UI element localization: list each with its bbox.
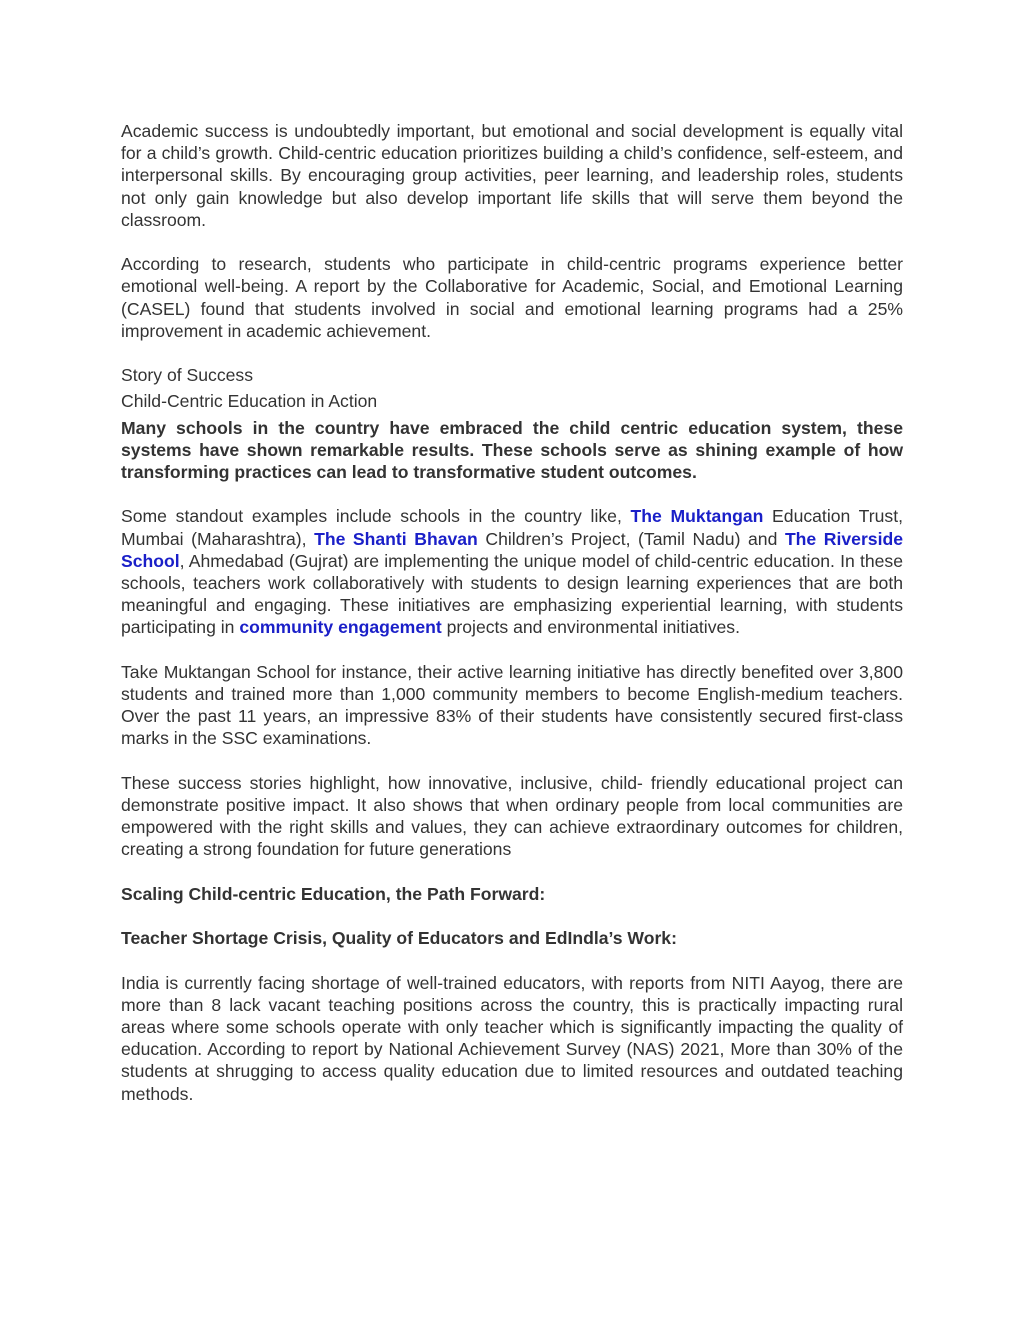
paragraph-india-shortage: India is currently facing shortage of well-trained educators, with reports from NITI Aayog, there are more than 8 lack vacant teaching positions across the country, this is practically impacting rural areas where some schools operate with only teacher which is significantly impacting the quality of education. According to report by National Achievement Survey (NAS) 2021, More than 30% of the students at shrugging to access quality education due to limited resources and outdated teaching methods. xyxy=(121,972,903,1104)
examples-text-2: Education Trust, Mumbai (Maharashtra), xyxy=(121,506,903,549)
paragraph-muktangan: Take Muktangan School for instance, their active learning initiative has directly benefited over 3,800 students and trained more than 1,000 community members to become English-medium teachers. Over the past 11 years, an impressive 83% of their students have consistently secured first-class marks in the SSC examinations. xyxy=(121,661,903,749)
heading-scaling: Scaling Child-centric Education, the Path Forward: xyxy=(121,883,546,904)
story-subtitle: Child-Centric Education in Action xyxy=(121,391,378,412)
paragraph-success-stories: These success stories highlight, how innovative, inclusive, child- friendly educational project can demonstrate positive impact. It also shows that when ordinary people from local communities are empowered with the right skills and values, they can achieve extraordinary outcomes for children, creating a strong foundation for future generations xyxy=(121,772,903,860)
heading-teacher-shortage: Teacher Shortage Crisis, Quality of Educators and EdIndla’s Work: xyxy=(121,928,677,949)
examples-text-4: , Ahmedabad (Gujrat) are implementing the unique model of child-centric education. In these schools, teachers work collaboratively with students to design learning experiences that are both meaningful and engaging. These initiatives are emphasizing experiential learning, with students participating in xyxy=(121,550,903,638)
examples-text-1: Some standout examples include schools in the country like, xyxy=(121,506,631,527)
link-the-riverside-school[interactable]: The Riverside School xyxy=(121,528,903,571)
document-page xyxy=(121,120,903,1105)
link-the-muktangan[interactable]: The Muktangan xyxy=(630,506,764,527)
paragraph-examples xyxy=(121,505,903,638)
link-community-engagement[interactable]: community engagement xyxy=(239,617,442,638)
examples-text-3: Children’s Project, (Tamil Nadu) and xyxy=(477,528,785,549)
story-label: Story of Success xyxy=(121,365,254,386)
paragraph-research: According to research, students who participate in child-centric programs experience better emotional well-being. A report by the Collaborative for Academic, Social, and Emotional Learning (CASEL) found that students involved in social and emotional learning programs had a 25% improvement in academic achievement. xyxy=(121,254,903,341)
bold-intro-paragraph: Many schools in the country have embraced the child centric education system, these systems have shown remarkable results. These schools serve as shining example of how transforming practices can lead to transformative student outcomes. xyxy=(121,417,903,483)
examples-text-5: projects and environmental initiatives. xyxy=(441,617,740,638)
paragraph-emotional-development: Academic success is undoubtedly important, but emotional and social development is equally vital for a child’s growth. Child-centric education prioritizes building a child’s confidence, self-esteem, and interpersonal skills. By encouraging group activities, peer learning, and leadership roles, students not only gain knowledge but also develop important life skills that will serve them beyond the classroom. xyxy=(121,121,903,230)
link-the-shanti-bhavan[interactable]: The Shanti Bhavan xyxy=(314,528,478,549)
